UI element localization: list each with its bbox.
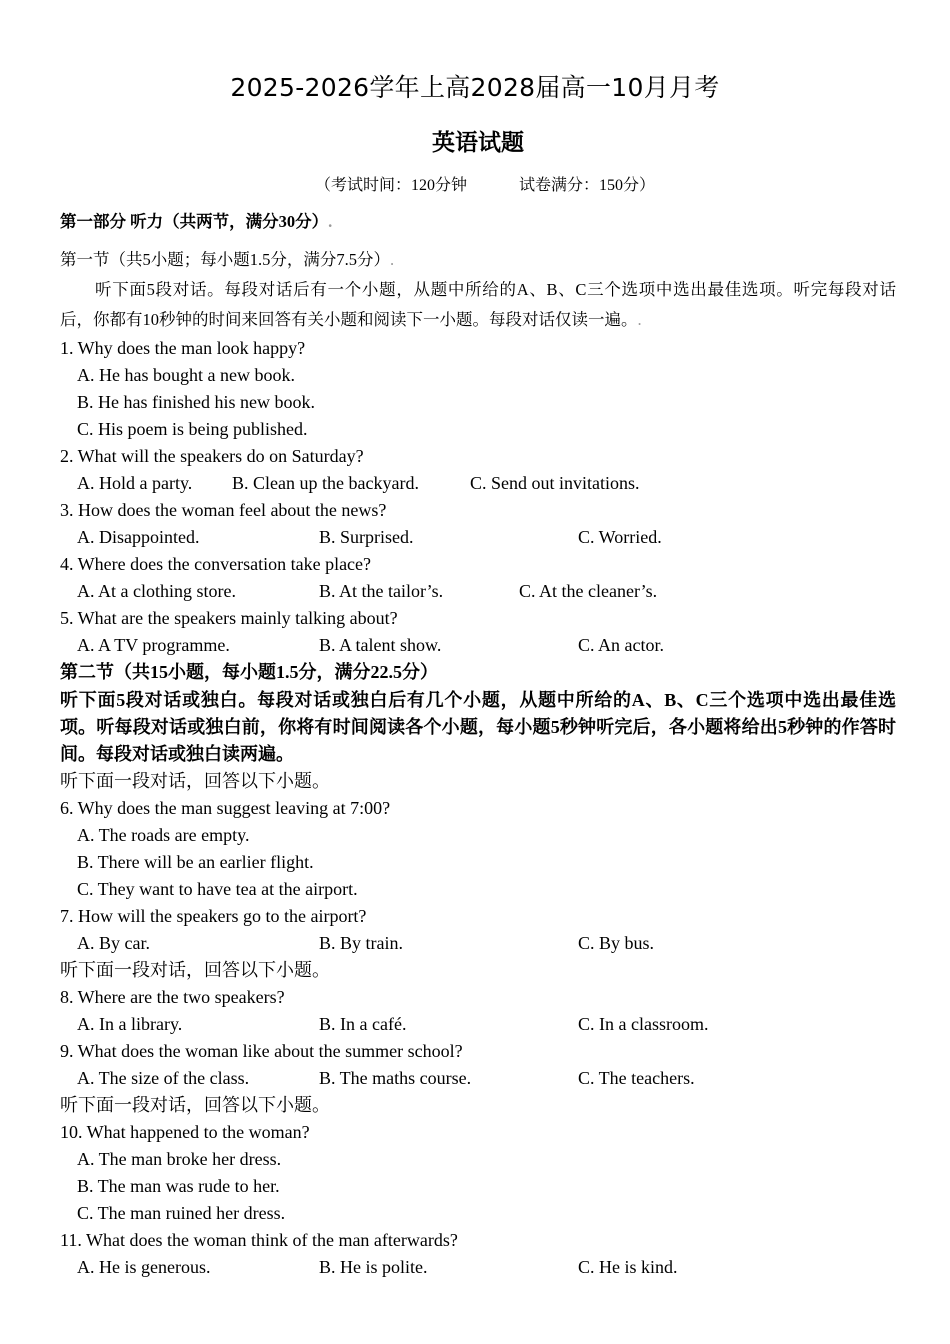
format-mark: . (328, 212, 333, 231)
question-9: 9. What does the woman like about the summer school? (60, 1041, 463, 1061)
options-2 (77, 470, 937, 496)
question-10: 10. What happened to the woman? (60, 1122, 310, 1142)
option-2a: A. Hold a party. (77, 473, 193, 493)
options-8 (77, 1011, 937, 1037)
option-8a: A. In a library. (77, 1014, 183, 1034)
exam-title: 2025-2026学年上高2028届高一10月月考 (230, 73, 720, 102)
option-7c: C. By bus. (578, 933, 655, 953)
question-1: 1. Why does the man look happy? (60, 338, 306, 358)
option-10c: C. The man ruined her dress. (77, 1203, 286, 1223)
option-4b: B. At the tailor’s. (319, 581, 444, 601)
option-11c: C. He is kind. (578, 1257, 678, 1277)
option-4a: A. At a clothing store. (77, 581, 236, 601)
option-6a: A. The roads are empty. (77, 825, 250, 845)
exam-subtitle: 英语试题 (432, 130, 524, 156)
option-7a: A. By car. (77, 933, 150, 953)
question-2: 2. What will the speakers do on Saturday? (60, 446, 364, 466)
section1-instructions: 听下面5段对话。每段对话后有一个小题，从题中所给的A、B、C三个选项中选出最佳选项。听完每段对话后，你都有10秒钟的时间来回答有关小题和阅读下一小题。每段对话仅读一遍。. (60, 280, 896, 329)
option-9b: B. The maths course. (319, 1068, 472, 1088)
option-3a: A. Disappointed. (77, 527, 200, 547)
options-9 (77, 1065, 937, 1091)
exam-meta (0, 175, 950, 197)
option-11a: A. He is generous. (77, 1257, 211, 1277)
option-5b: B. A talent show. (319, 635, 442, 655)
options-4 (77, 578, 937, 604)
option-3b: B. Surprised. (319, 527, 414, 547)
question-6: 6. Why does the man suggest leaving at 7:00? (60, 798, 391, 818)
format-mark: . (637, 310, 642, 329)
listen-prompt: 听下面一段对话，回答以下小题。 (60, 771, 330, 791)
option-9c: C. The teachers. (578, 1068, 695, 1088)
full-score: 试卷满分：150分） (519, 177, 656, 194)
option-10a: A. The man broke her dress. (77, 1149, 282, 1169)
part1-heading: 第一部分 听力（共两节，满分30分）. (60, 212, 333, 231)
format-mark: . (390, 250, 395, 269)
option-5c: C. An actor. (578, 635, 664, 655)
section1-heading: 第一节（共5小题；每小题1.5分，满分7.5分）. (60, 250, 395, 269)
option-9a: A. The size of the class. (77, 1068, 250, 1088)
question-3: 3. How does the woman feel about the news? (60, 500, 387, 520)
question-11: 11. What does the woman think of the man afterwards? (60, 1230, 458, 1250)
option-8b: B. In a café. (319, 1014, 407, 1034)
listen-prompt: 听下面一段对话，回答以下小题。 (60, 960, 330, 980)
option-7b: B. By train. (319, 933, 403, 953)
options-3 (77, 524, 937, 550)
option-1a: A. He has bought a new book. (77, 365, 295, 385)
options-7 (77, 930, 937, 956)
question-8: 8. Where are the two speakers? (60, 987, 285, 1007)
option-11b: B. He is polite. (319, 1257, 428, 1277)
question-4: 4. Where does the conversation take place? (60, 554, 372, 574)
question-5: 5. What are the speakers mainly talking about? (60, 608, 398, 628)
option-1c: C. His poem is being published. (77, 419, 308, 439)
option-2b: B. Clean up the backyard. (232, 473, 419, 493)
option-10b: B. The man was rude to her. (77, 1176, 280, 1196)
listen-prompt: 听下面一段对话，回答以下小题。 (60, 1095, 330, 1115)
option-3c: C. Worried. (578, 527, 662, 547)
option-6b: B. There will be an earlier flight. (77, 852, 314, 872)
option-4c: C. At the cleaner’s. (519, 581, 658, 601)
option-2c: C. Send out invitations. (470, 473, 640, 493)
option-5a: A. A TV programme. (77, 635, 230, 655)
option-8c: C. In a classroom. (578, 1014, 709, 1034)
exam-time: （考试时间：120分钟 (314, 177, 467, 194)
question-7: 7. How will the speakers go to the airport? (60, 906, 367, 926)
option-1b: B. He has finished his new book. (77, 392, 315, 412)
options-11 (77, 1254, 937, 1280)
section2-heading: 第二节（共15小题，每小题1.5分，满分22.5分） (60, 662, 438, 682)
option-6c: C. They want to have tea at the airport. (77, 879, 358, 899)
options-5 (77, 632, 937, 658)
section2-instructions: 听下面5段对话或独白。每段对话或独白后有几个小题，从题中所给的A、B、C三个选项中选出最佳选项。听每段对话或独白前，你将有时间阅读各个小题，每小题5秒钟听完后，各小题将给出5秒钟的作答时间。每段对话或独白读两遍。 (60, 690, 896, 764)
